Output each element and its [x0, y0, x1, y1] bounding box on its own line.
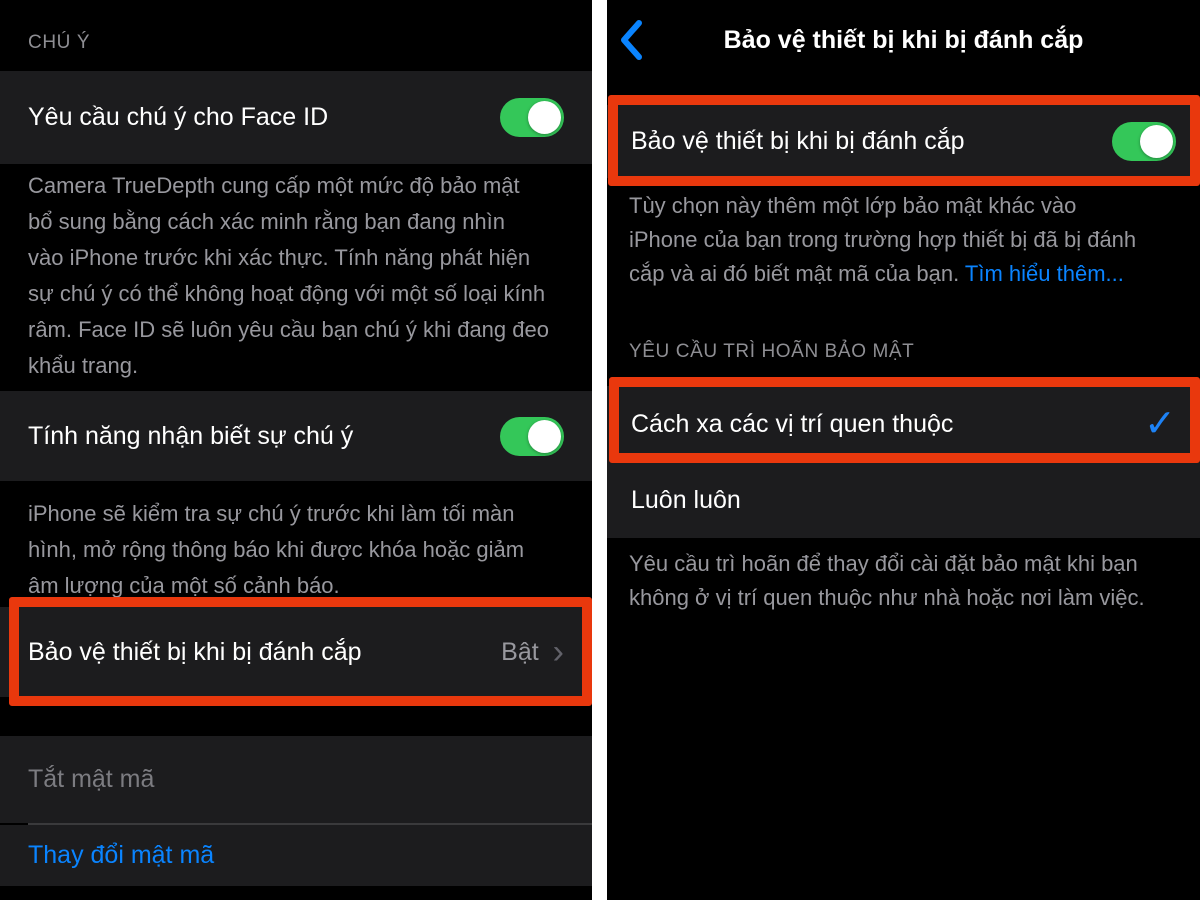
- row-change-passcode[interactable]: [0, 825, 592, 886]
- description-line: iPhone của bạn trong trường hợp thiết bị đã bị đánh: [629, 227, 1137, 252]
- stolen-protection-status: Bật: [501, 637, 539, 666]
- section-header-attention: CHÚ Ý: [28, 32, 91, 53]
- description-line: âm lượng của một số cảnh báo.: [28, 573, 340, 598]
- description-line: Camera TrueDepth cung cấp một mức độ bảo mật: [28, 173, 520, 198]
- row-stolen-device-protection-toggle[interactable]: [607, 105, 1200, 178]
- right-settings-panel: [607, 0, 1200, 900]
- toggle-knob: [528, 420, 561, 453]
- stolen-device-protection-toggle[interactable]: [1112, 122, 1176, 161]
- security-delay-footer: [629, 547, 1195, 615]
- panel-divider: [592, 0, 607, 900]
- row-stolen-device-protection[interactable]: Bảo vệ thiết bị khi bị đánh cắp Bật ›: [0, 607, 592, 697]
- description-line: vào iPhone trước khi xác thực. Tính năng phát hiện: [28, 245, 531, 270]
- description-text: cắp và ai đó biết mật mã của bạn.: [629, 261, 960, 286]
- left-settings-panel: [0, 0, 592, 900]
- row-require-attention-face-id[interactable]: [0, 71, 592, 164]
- description-line: Yêu cầu trì hoãn để thay đổi cài đặt bảo mật khi bạn: [629, 551, 1138, 576]
- description-line: sự chú ý có thể không hoạt động với một số loại kính: [28, 281, 546, 306]
- row-label: Bảo vệ thiết bị khi bị đánh cắp: [631, 127, 965, 155]
- row-label: Thay đổi mật mã: [28, 841, 215, 869]
- row-turn-off-passcode[interactable]: [0, 736, 592, 823]
- row-label: Tắt mật mã: [28, 765, 155, 793]
- attention-aware-toggle[interactable]: [500, 417, 564, 456]
- face-id-attention-description: [28, 168, 584, 384]
- face-id-attention-toggle[interactable]: [500, 98, 564, 137]
- toggle-knob: [1140, 125, 1173, 158]
- row-label: Cách xa các vị trí quen thuộc: [631, 409, 954, 438]
- stolen-protection-description: [629, 189, 1195, 291]
- learn-more-link[interactable]: Tìm hiểu thêm...: [964, 261, 1124, 286]
- row-label: Tính năng nhận biết sự chú ý: [28, 421, 354, 450]
- description-line: [629, 257, 1195, 291]
- description-line: râm. Face ID sẽ luôn yêu cầu bạn chú ý khi đang đeo: [28, 317, 549, 342]
- description-line: iPhone sẽ kiểm tra sự chú ý trước khi làm tối màn: [28, 501, 515, 526]
- row-label: Yêu cầu chú ý cho Face ID: [28, 103, 329, 131]
- section-header-security-delay: YÊU CẦU TRÌ HOÃN BẢO MẬT: [629, 341, 915, 362]
- description-line: bổ sung bằng cách xác minh rằng bạn đang nhìn: [28, 209, 506, 234]
- description-line: hình, mở rộng thông báo khi được khóa hoặc giảm: [28, 537, 525, 562]
- page-title: Bảo vệ thiết bị khi bị đánh cắp: [723, 26, 1084, 54]
- description-line: không ở vị trí quen thuộc như nhà hoặc nơi làm việc.: [629, 585, 1145, 610]
- row-away-from-familiar-locations[interactable]: Cách xa các vị trí quen thuộc ✓: [607, 386, 1200, 462]
- description-line: Tùy chọn này thêm một lớp bảo mật khác vào: [629, 193, 1077, 218]
- row-attention-aware-features[interactable]: [0, 391, 592, 481]
- row-label: Bảo vệ thiết bị khi bị đánh cắp: [28, 637, 362, 666]
- row-label: Luôn luôn: [631, 485, 741, 514]
- attention-aware-description: [28, 496, 584, 604]
- description-line: khẩu trang.: [28, 353, 139, 378]
- toggle-knob: [528, 101, 561, 134]
- row-always[interactable]: [607, 462, 1200, 538]
